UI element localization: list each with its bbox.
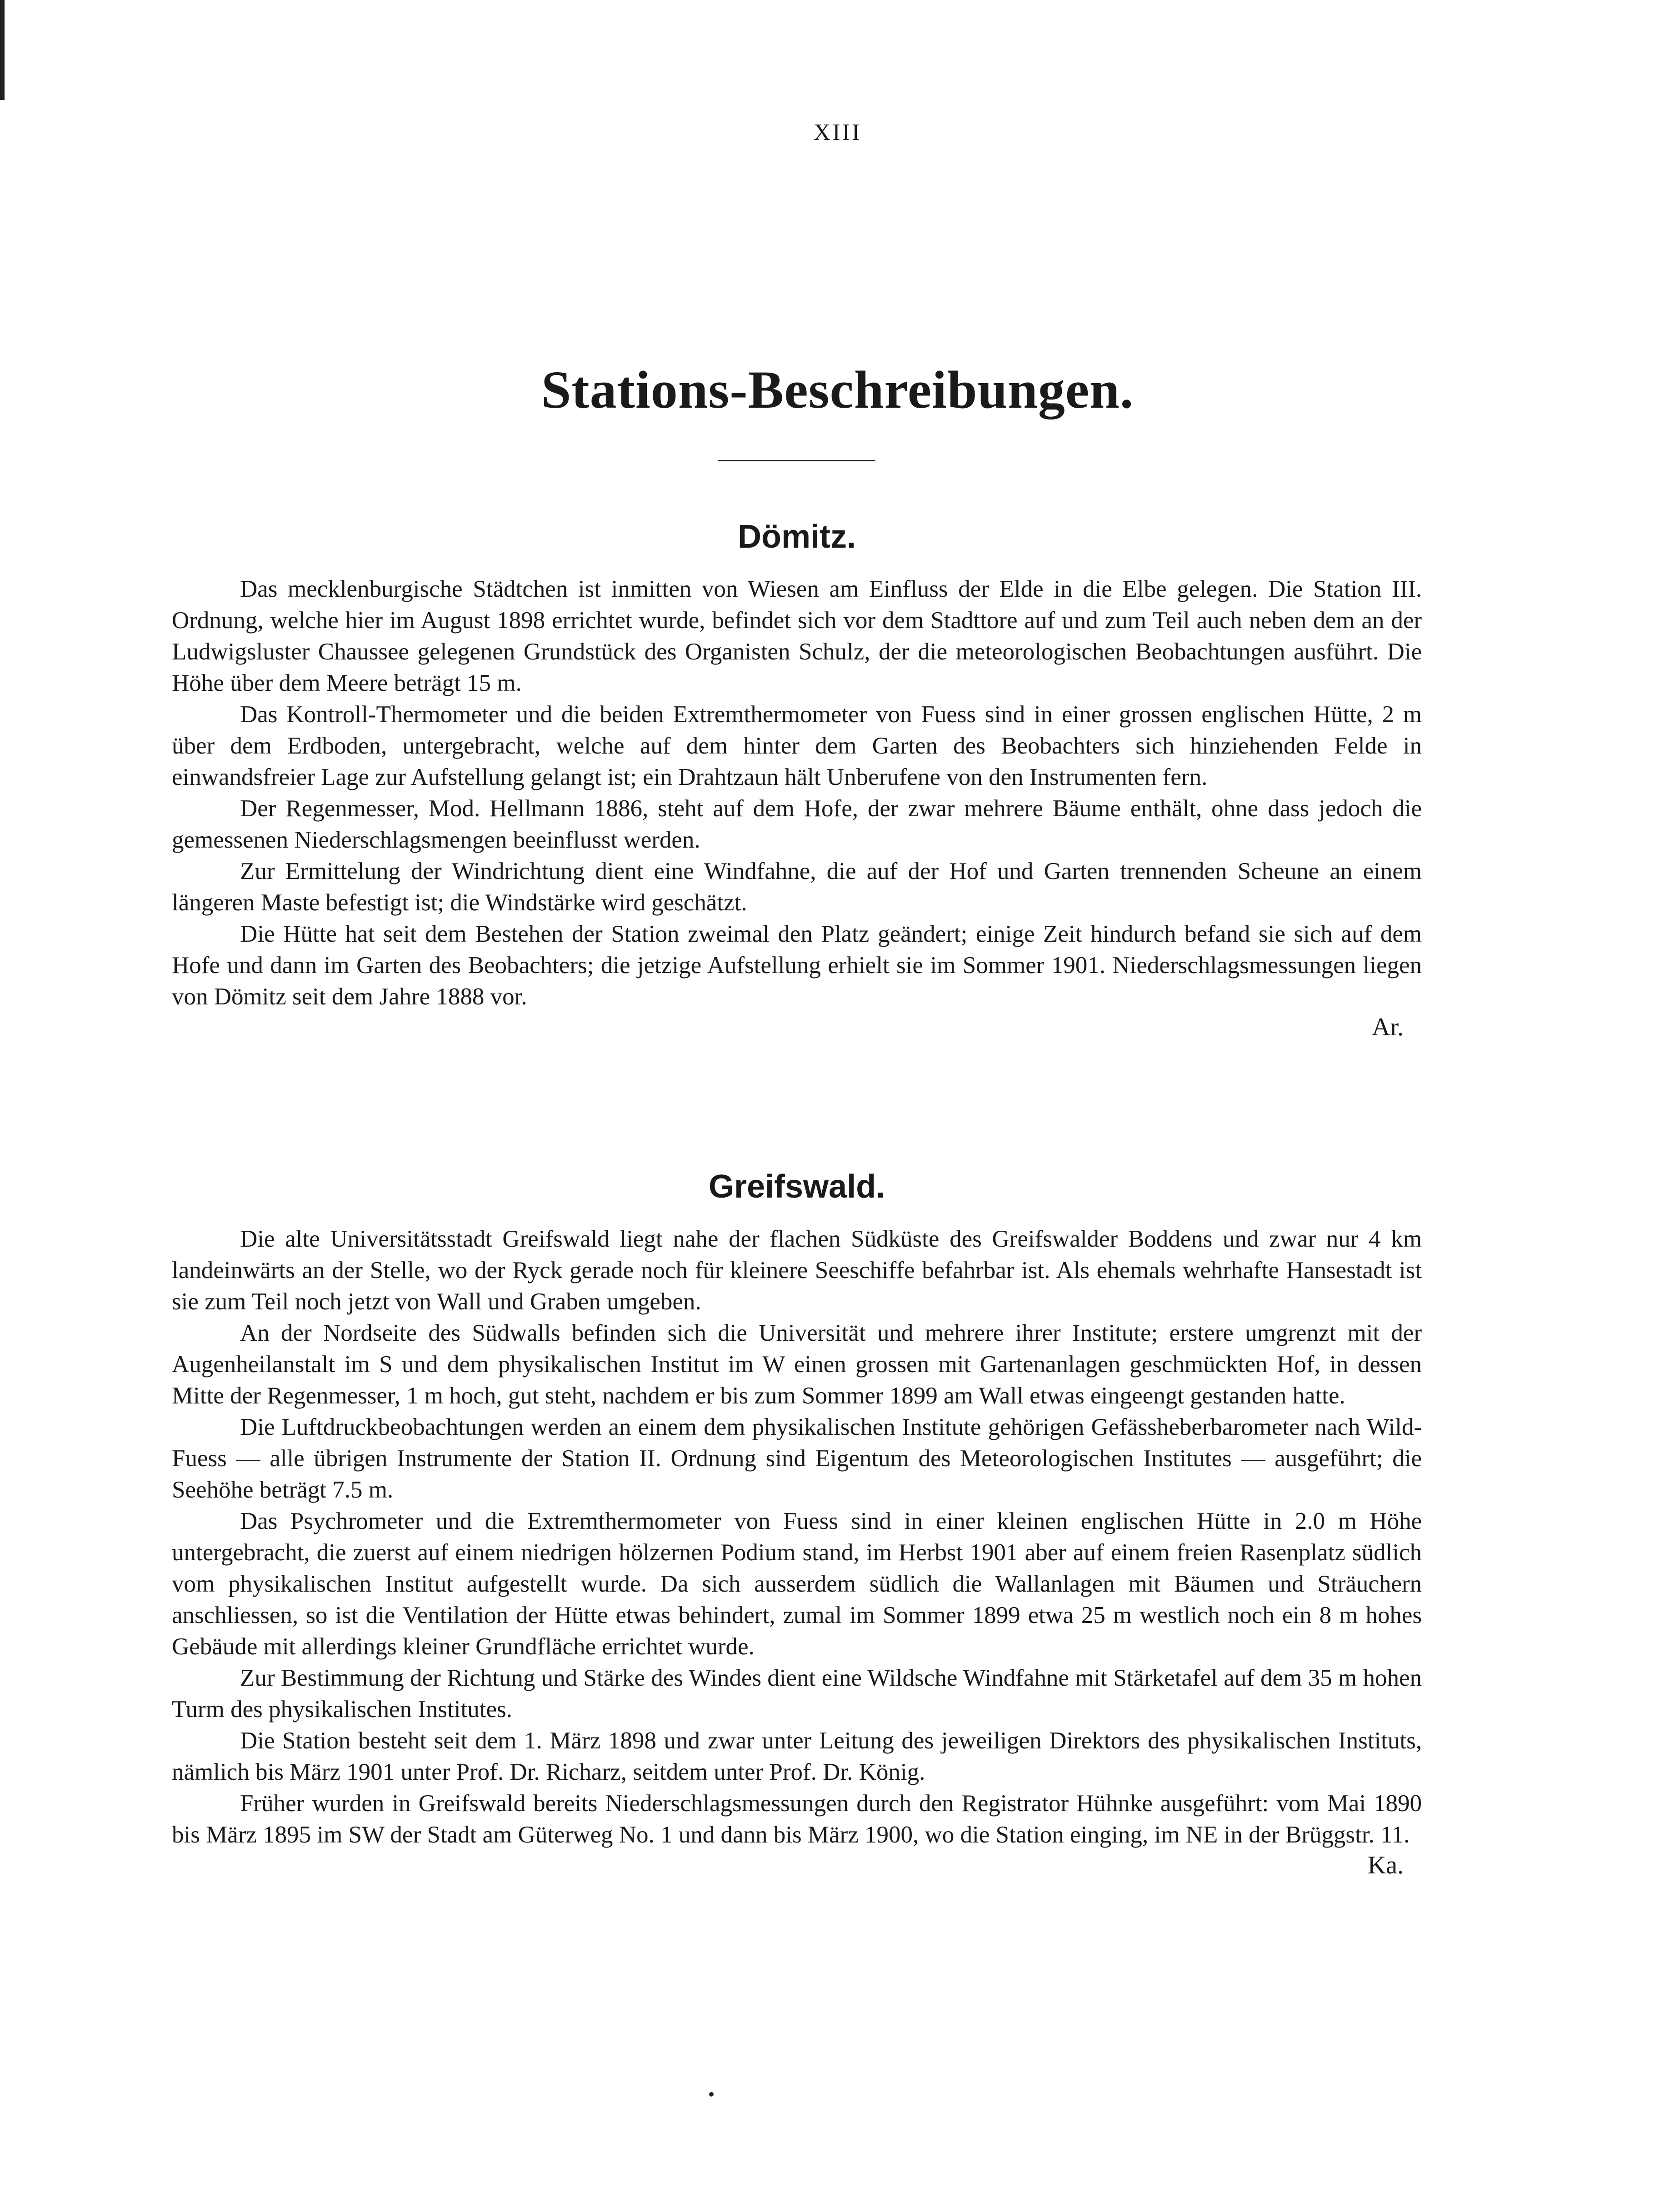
section-greifswald: [172, 1168, 1422, 1880]
paragraph: Das mecklenburgische Städtchen ist inmitten von Wiesen am Einfluss der Elde in die Elbe gelegen. Die Station III. Ordnung, welche hier im August 1898 errichtet wurde, befindet sich vor dem Stadttore auf und zum Teil auch neben dem an der Ludwigsluster Chaussee gelegenen Grundstück des Organisten Schulz, der die meteorologischen Beobachtungen ausführt. Die Höhe über dem Meere beträgt 15 m.: [172, 576, 1422, 696]
author-signature: Ar.: [1372, 1013, 1404, 1041]
paragraph: Der Regenmesser, Mod. Hellmann 1886, steht auf dem Hofe, der zwar mehrere Bäume enthält, ohne dass jedoch die gemessenen Niederschlagsmengen beeinflusst werden.: [172, 795, 1422, 853]
scan-edge-mark: [0, 0, 5, 100]
paragraph: Zur Bestimmung der Richtung und Stärke des Windes dient eine Wildsche Windfahne mit Stärketafel auf dem 35 m hohen Turm des physikalischen Institutes.: [172, 1665, 1422, 1723]
section-heading-doemitz: Dömitz.: [738, 519, 856, 555]
paragraph: Früher wurden in Greifswald bereits Niederschlagsmessungen durch den Registrator Hühnke ausgeführt: vom Mai 1890 bis März 1895 im SW der Stadt am Güterweg No. 1 und dann bis März 1900, wo die Station einging, im NE in der Brüggstr. 11.: [172, 1790, 1422, 1848]
section-heading-greifswald: Greifswald.: [708, 1168, 885, 1205]
title-divider: [718, 460, 875, 461]
paragraph: Die Luftdruckbeobachtungen werden an einem dem physikalischen Institute gehörigen Gefässheberbarometer nach Wild-Fuess — alle übrigen Instrumente der Station II. Ordnung sind Eigentum des Meteorologischen Institutes — ausgeführt; die Seehöhe beträgt 7.5 m.: [172, 1414, 1422, 1503]
paragraph: Das Psychrometer und die Extremthermometer von Fuess sind in einer kleinen englischen Hütte in 2.0 m Höhe untergebracht, die zuerst auf einem niedrigen hölzernen Podium stand, im Herbst 1901 aber auf einem freien Rasenplatz südlich vom physikalischen Institut aufgestellt wurde. Da sich ausserdem südlich die Wallanlagen mit Bäumen und Sträuchern anschliessen, so ist die Ventilation der Hütte etwas behindert, zumal im Sommer 1899 etwa 25 m westlich noch ein 8 m hohes Gebäude mit allerdings kleiner Grundfläche errichtet wurde.: [172, 1508, 1422, 1660]
paragraph: An der Nordseite des Südwalls befinden sich die Universität und mehrere ihrer Institute; erstere umgrenzt mit der Augenheilanstalt im S und dem physikalischen Institut im W einen grossen mit Gartenanlagen geschmückten Hof, in dessen Mitte der Regenmesser, 1 m hoch, gut steht, nachdem er bis zum Sommer 1899 am Wall etwas eingeengt gestanden hatte.: [172, 1320, 1422, 1409]
ink-speck: [709, 2092, 714, 2097]
paragraph: Die Hütte hat seit dem Bestehen der Station zweimal den Platz geändert; einige Zeit hindurch befand sie sich auf dem Hofe und dann im Garten des Beobachters; die jetzige Aufstellung erhielt sie im Sommer 1901. Niederschlagsmessungen liegen von Dömitz seit dem Jahre 1888 vor.: [172, 921, 1422, 1010]
paragraph: Die alte Universitätsstadt Greifswald liegt nahe der flachen Südküste des Greifswalder Boddens und zwar nur 4 km landeinwärts an der Stelle, wo der Ryck gerade noch für kleinere Seeschiffe befahrbar ist. Als ehemals wehrhafte Hansestadt ist sie zum Teil noch jetzt von Wall und Graben umgeben.: [172, 1226, 1422, 1315]
paragraph: Zur Ermittelung der Windrichtung dient eine Windfahne, die auf der Hof und Garten trennenden Scheune an einem längeren Maste befestigt ist; die Windstärke wird geschätzt.: [172, 858, 1422, 916]
paragraph: Das Kontroll-Thermometer und die beiden Extremthermometer von Fuess sind in einer grossen englischen Hütte, 2 m über dem Erdboden, untergebracht, welche auf dem hinter dem Garten des Beobachters sich hinziehenden Felde in einwandsfreier Lage zur Aufstellung gelangt ist; ein Drahtzaun hält Unberufene von den Instrumenten fern.: [172, 701, 1422, 790]
page-title: Stations-Beschreibungen.: [541, 360, 1134, 419]
paragraph: Die Station besteht seit dem 1. März 1898 und zwar unter Leitung des jeweiligen Direktors des physikalischen Instituts, nämlich bis März 1901 unter Prof. Dr. Richarz, seitdem unter Prof. Dr. König.: [172, 1728, 1422, 1785]
section-doemitz: [172, 518, 1422, 1042]
author-signature: Ka.: [1367, 1851, 1404, 1879]
page-number: XIII: [813, 120, 862, 145]
